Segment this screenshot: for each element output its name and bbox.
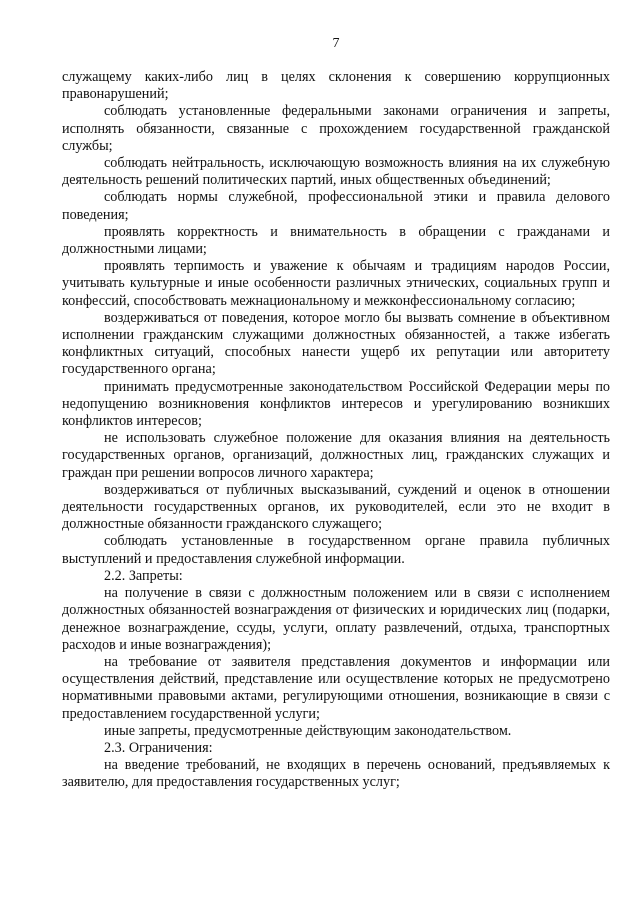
paragraph: служащему каких-либо лиц в целях склонения к совершению коррупционных правонарушений; [62, 69, 610, 103]
paragraph: иные запреты, предусмотренные действующим законодательством. [104, 722, 512, 739]
section-heading: 2.3. Ограничения: [104, 739, 213, 756]
paragraph: проявлять терпимость и уважение к обычаям и традициям народов России, учитывать культурные и иные особенности различных этнических, социальных групп и конфессий, способствовать межнациональному и межконфессиональному согласию; [62, 258, 610, 309]
paragraph: соблюдать нормы служебной, профессиональной этики и правила делового поведения; [62, 189, 610, 223]
paragraph: соблюдать установленные федеральными законами ограничения и запреты, исполнять обязанности, связанные с прохождением государственной гражданской службы; [62, 103, 610, 154]
page-number: 7 [332, 36, 340, 51]
paragraph: воздерживаться от поведения, которое могло бы вызвать сомнение в объективном исполнении гражданским служащими должностных обязанностей, а также избегать конфликтных ситуаций, способных нанести ущерб их репутации или авторитету государственного органа; [62, 309, 610, 378]
document-body [62, 69, 610, 792]
paragraph: на получение в связи с должностным положением или в связи с исполнением должностных обязанностей вознаграждения от физических и юридических лиц (подарки, денежное вознаграждение, ссуды, услуги, оплату развлечений, отдыха, транспортных расходов и иные вознаграждения); [62, 585, 610, 653]
paragraph: на требование от заявителя представления документов и информации или осуществления действий, представление или осуществление которых не предусмотрено нормативными правовыми актами, регулирующими отношения, возникающие в связи с предоставлением государственной услуги; [62, 653, 610, 722]
paragraph: на введение требований, не входящих в перечень оснований, предъявляемых к заявителю, для предоставления государственных услуг; [62, 757, 610, 791]
section-heading: 2.2. Запреты: [104, 567, 183, 584]
paragraph: соблюдать установленные в государственном органе правила публичных выступлений и предоставления служебной информации. [62, 533, 610, 567]
paragraph: не использовать служебное положение для оказания влияния на деятельность государственных органов, организаций, должностных лиц, гражданских служащих и граждан при решении вопросов личного характера; [62, 430, 610, 481]
paragraph: соблюдать нейтральность, исключающую возможность влияния на их служебную деятельность решений политических партий, иных общественных объединений; [62, 155, 610, 189]
paragraph: проявлять корректность и внимательность в обращении с гражданами и должностными лицами; [62, 223, 610, 258]
paragraph: принимать предусмотренные законодательством Российской Федерации меры по недопущению возникновения конфликтов интересов и урегулированию возникших конфликтов интересов; [62, 378, 610, 430]
paragraph: воздерживаться от публичных высказываний, суждений и оценок в отношении деятельности государственных органов, их руководителей, если это не входит в должностные обязанности гражданского служащего; [62, 481, 610, 533]
